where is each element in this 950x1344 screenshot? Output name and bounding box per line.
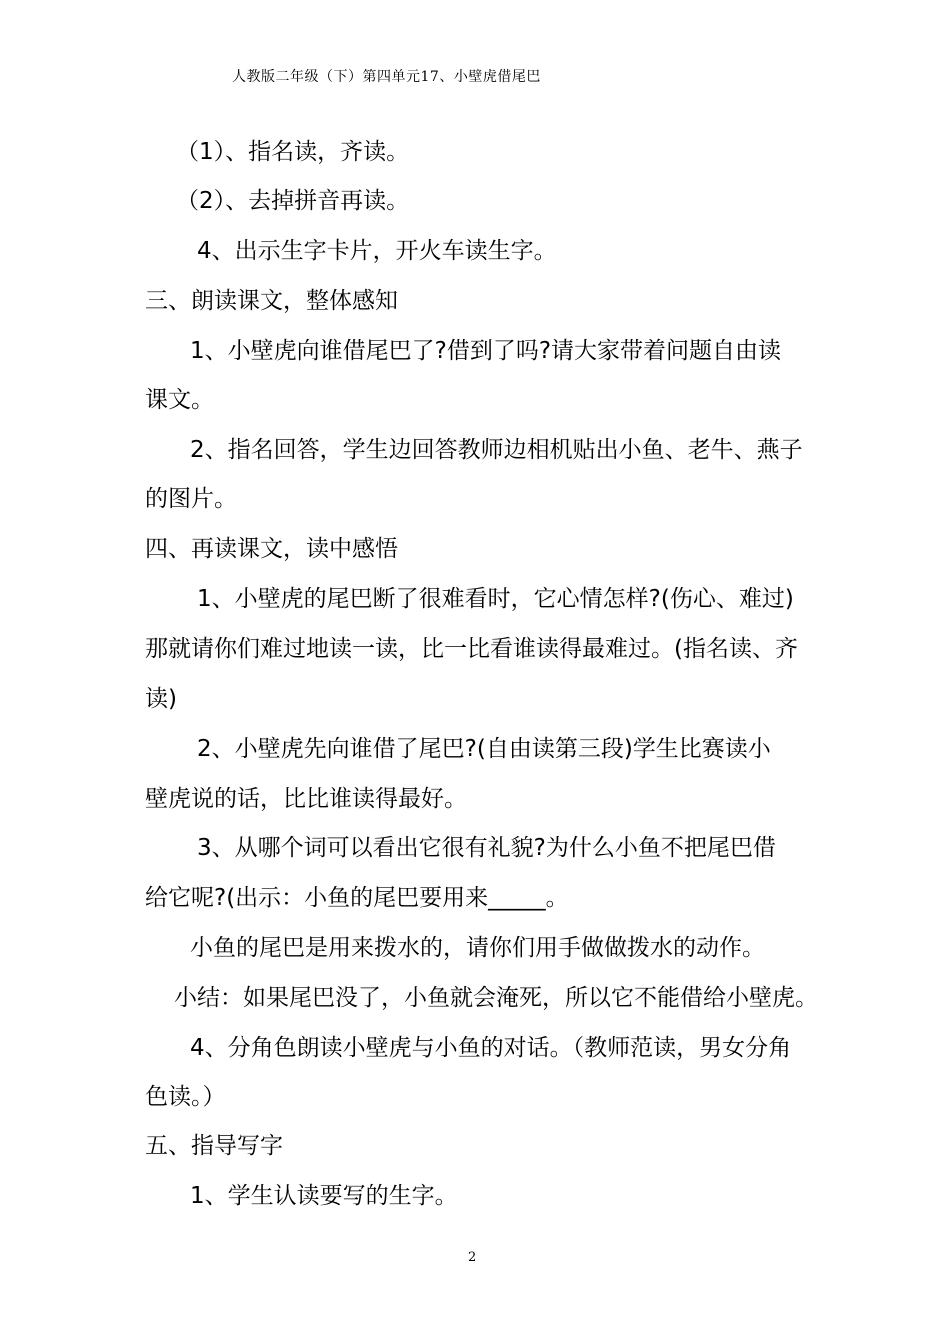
paragraph-line: 1、小壁虎向谁借尾巴了?借到了吗?请大家带着问题自由读 bbox=[190, 338, 782, 364]
paragraph-line: 2、指名回答，学生边回答教师边相机贴出小鱼、老牛、燕子 bbox=[190, 437, 803, 463]
paragraph-line: 的图片。 bbox=[145, 486, 237, 512]
paragraph-line: 2、小壁虎先向谁借了尾巴?(自由读第三段)学生比赛读小 bbox=[197, 736, 771, 762]
paragraph-line: （2）、去掉拼音再读。 bbox=[176, 188, 410, 214]
section-heading: 三、朗读课文，整体感知 bbox=[145, 288, 398, 314]
paragraph-line: 壁虎说的话，比比谁读得最好。 bbox=[145, 786, 467, 812]
paragraph-line: 4、分角色朗读小壁虎与小鱼的对话。（教师范读，男女分角 bbox=[190, 1035, 792, 1061]
section-heading: 四、再读课文，读中感悟 bbox=[145, 536, 398, 562]
paragraph-line: 课文。 bbox=[145, 387, 214, 413]
paragraph-line: 小鱼的尾巴是用来拨水的，请你们用手做做拨水的动作。 bbox=[190, 935, 765, 961]
paragraph-line: （1）、指名读，齐读。 bbox=[176, 139, 410, 165]
section-heading: 五、指导写字 bbox=[145, 1133, 283, 1159]
paragraph-line: 读) bbox=[145, 686, 177, 712]
paragraph-line: 4、出示生字卡片，开火车读生字。 bbox=[197, 238, 557, 264]
paragraph-line: 1、小壁虎的尾巴断了很难看时，它心情怎样?(伤心、难过) bbox=[197, 586, 794, 612]
paragraph-line: 小结：如果尾巴没了，小鱼就会淹死，所以它不能借给小壁虎。 bbox=[174, 985, 818, 1011]
paragraph-line: 给它呢?(出示：小鱼的尾巴要用来_____。 bbox=[145, 885, 569, 911]
page-header: 人教版二年级（下）第四单元17、小壁虎借尾巴 bbox=[232, 69, 541, 85]
page-number: 2 bbox=[468, 1250, 477, 1265]
paragraph-line: 那就请你们难过地读一读，比一比看谁读得最难过。(指名读、齐 bbox=[145, 636, 798, 662]
paragraph-line: 1、学生认读要写的生字。 bbox=[190, 1183, 458, 1209]
paragraph-line: 色读。） bbox=[145, 1084, 226, 1110]
paragraph-line: 3、从哪个词可以看出它很有礼貌?为什么小鱼不把尾巴借 bbox=[197, 835, 776, 861]
